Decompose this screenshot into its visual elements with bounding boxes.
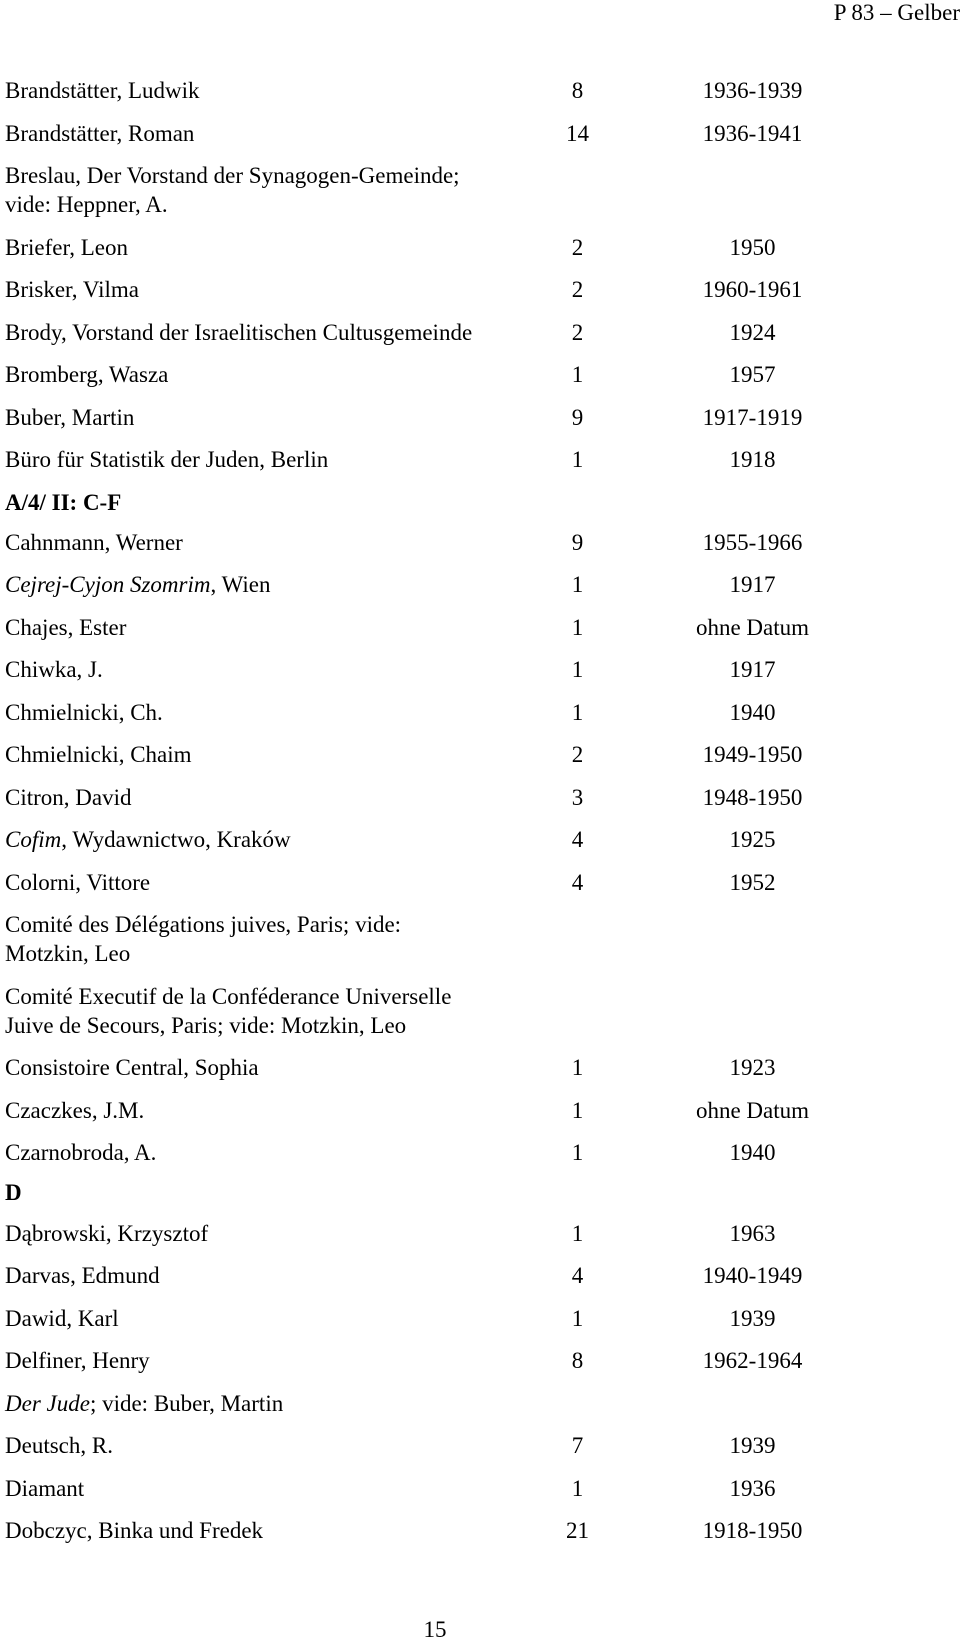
entry-count: 1 [571,699,584,725]
entry-count: 7 [571,1433,584,1458]
entry-years: 1940 [729,699,776,725]
entry-name-text: Diamant [5,1475,85,1501]
table-row [5,119,935,148]
entry-name [5,161,550,219]
entry-name-text: , Wydawnictwo, Kraków [61,827,291,852]
entry-years: 1957 [729,362,776,387]
entry-name-text: Citron, David [5,784,132,810]
entry-years: 1924 [729,319,776,345]
section-heading: D [5,1179,22,1205]
entry-name-text: Darvas, Edmund [5,1263,160,1288]
entry-count: 8 [571,78,584,103]
table-row [5,161,935,219]
entry-name-text: Chmielnicki, Ch. [5,699,163,725]
entry-count: 14 [566,120,589,146]
entry-name-text: Bromberg, Wasza [5,362,169,387]
entry-count: 1 [571,614,584,640]
table-row [5,1346,935,1375]
entry-years: 1923 [729,1055,776,1080]
entry-name [5,1138,550,1167]
entry-name [5,868,550,897]
entry-name [5,783,550,812]
entry-count: 9 [571,529,584,555]
entry-years: 1962-1964 [702,1348,803,1373]
entry-count: 21 [566,1518,589,1543]
entry-years: 1918-1950 [702,1518,803,1543]
entry-name [5,655,550,684]
entry-name [5,982,550,1040]
entry-name-text: , Wien [210,572,271,597]
entry-count: 1 [571,362,584,387]
table-row [5,868,935,897]
entry-years: 1960-1961 [702,277,803,302]
entry-name [5,910,550,968]
entry-name-text: Deutsch, R. [5,1433,113,1458]
entry-name [5,275,550,304]
entry-name-text: Chmielnicki, Chaim [5,742,192,767]
entry-count: 4 [571,1263,584,1288]
entry-name [5,1474,550,1503]
entry-name [5,1389,550,1418]
entry-years: 1940 [729,1140,776,1165]
entry-name-italic: Cejrej-Cyjon Szomrim [5,572,211,597]
entry-name [5,698,550,727]
entry-name-text: Czarnobroda, A. [5,1140,157,1165]
entry-years: 1936-1939 [702,78,803,103]
table-row [5,275,935,304]
table-row [5,360,935,389]
entry-name [5,360,550,389]
table-row [5,445,935,474]
entry-years: 1939 [729,1305,776,1331]
entry-name [5,528,550,557]
table-row [5,783,935,812]
entry-name-text: ; vide: Buber, Martin [89,1390,284,1416]
entry-name-text: Consistoire Central, Sophia [5,1055,259,1080]
entry-name-text: Brisker, Vilma [5,277,139,302]
entry-count: 1 [571,1097,584,1123]
entry-count: 2 [571,234,584,260]
entry-count: 1 [571,1055,584,1080]
table-row [5,528,935,557]
entry-count: 4 [571,869,584,895]
page-header: P 83 – Gelber [833,0,960,25]
entry-name-text: Comité Executif de la Conféderance Universelle Juive de Secours, Paris; vide: Motzkin, Leo [5,983,452,1038]
table-row [5,403,935,432]
table-row [5,910,935,968]
entry-name-text: Dobczyc, Binka und Fredek [5,1518,264,1543]
entry-years: ohne Datum [695,1097,810,1123]
entry-name [5,613,550,642]
entry-count: 8 [571,1348,584,1373]
entry-name [5,1516,550,1545]
entry-count: 1 [571,1140,584,1165]
entry-name [5,1219,550,1248]
entry-name [5,570,550,599]
entry-name [5,445,550,474]
table-row [5,825,935,854]
entry-name [5,1431,550,1460]
entry-name-text: Brandstätter, Ludwik [5,78,200,103]
entry-years: 1936-1941 [702,120,803,146]
table-row [5,233,935,262]
entry-name-text: Comité des Délégations juives, Paris; vide: Motzkin, Leo [5,912,402,966]
table-row [5,1431,935,1460]
table-row [5,318,935,347]
table-row [5,982,935,1040]
entry-count: 1 [571,1475,584,1501]
entry-years: 1917-1919 [702,404,803,430]
entry-years: 1917 [729,657,776,682]
section-heading: A/4/ II: C-F [5,489,122,515]
table-row [5,1219,935,1248]
entry-name [5,1053,550,1082]
entry-name-text: Brody, Vorstand der Israelitischen Cultusgemeinde [5,319,473,345]
index-table [5,76,935,1559]
entry-years: 1936 [729,1475,776,1501]
entry-years: 1939 [729,1433,776,1458]
entry-years: 1940-1949 [702,1263,803,1288]
entry-name [5,740,550,769]
entry-years: 1949-1950 [702,742,803,767]
entry-name-text: Brandstätter, Roman [5,120,195,146]
table-row [5,1304,935,1333]
table-row [5,76,935,105]
table-row [5,570,935,599]
table-row [5,740,935,769]
table-row [5,1053,935,1082]
entry-count: 4 [571,827,584,852]
entry-count: 1 [571,447,584,472]
table-row [5,1138,935,1167]
entry-name [5,119,550,148]
entry-years: 1955-1966 [702,529,803,555]
table-row [5,1516,935,1545]
entry-name [5,76,550,105]
entry-name-text: Cahnmann, Werner [5,529,183,555]
table-row [5,698,935,727]
entry-count: 1 [571,1305,584,1331]
entry-years: 1952 [729,869,776,895]
entry-name [5,1261,550,1290]
table-row [5,1389,935,1418]
entry-name-text: Delfiner, Henry [5,1348,150,1373]
entry-name [5,403,550,432]
table-row [5,613,935,642]
table-row [5,1474,935,1503]
entry-years: 1963 [729,1220,776,1246]
entry-years: 1918 [729,447,776,472]
entry-count: 2 [571,319,584,345]
entry-count: 1 [571,572,584,597]
entry-name-italic: Der Jude [5,1390,90,1416]
entry-name [5,233,550,262]
entry-name-italic: Cofim [5,827,62,852]
entry-count: 3 [571,784,584,810]
entry-name-text: Dawid, Karl [5,1305,119,1331]
entry-name-text: Breslau, Der Vorstand der Synagogen-Gemeinde; vide: Heppner, A. [5,163,460,217]
entry-count: 2 [571,742,584,767]
entry-name-text: Colorni, Vittore [5,869,151,895]
table-row [5,1261,935,1290]
entry-count: 2 [571,277,584,302]
entry-name-text: Buber, Martin [5,404,135,430]
table-row [5,655,935,684]
page-number: 15 [423,1617,447,1642]
entry-name-text: Briefer, Leon [5,234,128,260]
entry-count: 1 [571,657,584,682]
entry-name-text: Czaczkes, J.M. [5,1097,145,1123]
entry-years: ohne Datum [695,614,810,640]
entry-name-text: Chajes, Ester [5,614,127,640]
entry-count: 1 [571,1220,584,1246]
entry-years: 1925 [729,827,776,852]
entry-years: 1948-1950 [702,784,803,810]
entry-name [5,318,550,347]
entry-name-text: Büro für Statistik der Juden, Berlin [5,447,329,472]
entry-years: 1950 [729,234,776,260]
table-row [5,1096,935,1125]
entry-name [5,1096,550,1125]
entry-name [5,1304,550,1333]
entry-years: 1917 [729,572,776,597]
entry-count: 9 [571,404,584,430]
entry-name [5,1346,550,1375]
entry-name-text: Chiwka, J. [5,657,103,682]
entry-name [5,825,550,854]
entry-name-text: Dąbrowski, Krzysztof [5,1220,209,1246]
